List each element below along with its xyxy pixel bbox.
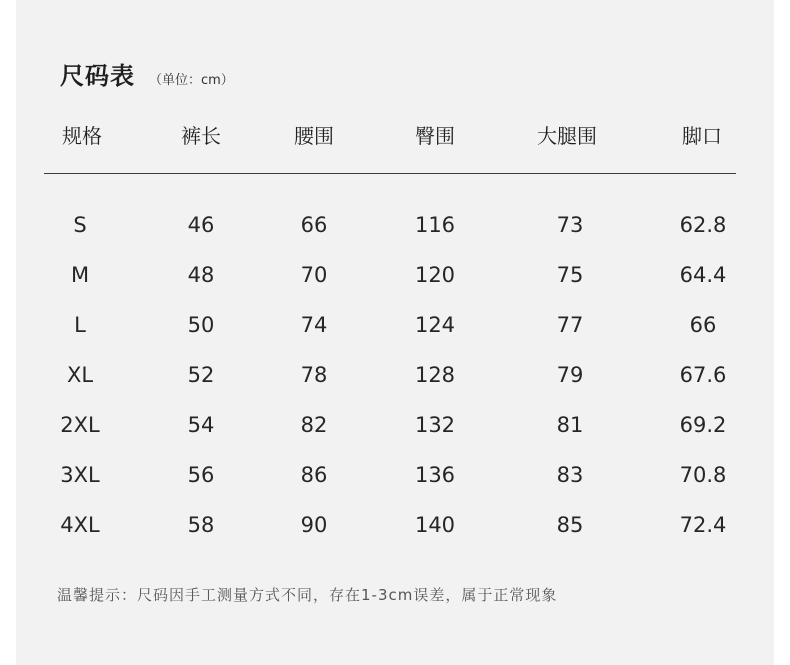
cell-hip: 136 xyxy=(414,463,456,487)
size-table-body xyxy=(44,213,736,563)
cell-leg-opening: 72.4 xyxy=(679,513,727,537)
cell-thigh: 81 xyxy=(556,413,584,437)
cell-size: M xyxy=(70,263,90,287)
cell-waist: 86 xyxy=(300,463,328,487)
unit-note: （单位：cm） xyxy=(149,73,234,88)
cell-thigh: 75 xyxy=(556,263,584,287)
column-header-hip: 臀围 xyxy=(415,124,455,148)
cell-length: 48 xyxy=(187,263,215,287)
cell-length: 50 xyxy=(187,313,215,337)
cell-leg-opening: 67.6 xyxy=(679,363,727,387)
column-header-waist: 腰围 xyxy=(294,124,334,148)
cell-size: 3XL xyxy=(60,463,100,487)
cell-hip: 128 xyxy=(414,363,456,387)
cell-hip: 116 xyxy=(414,213,456,237)
table-row xyxy=(44,363,736,413)
table-row xyxy=(44,413,736,463)
column-header-leg-opening: 脚口 xyxy=(682,124,722,148)
cell-thigh: 73 xyxy=(556,213,584,237)
cell-length: 56 xyxy=(187,463,215,487)
column-header-length: 裤长 xyxy=(181,124,221,148)
page-title: 尺码表 xyxy=(60,62,135,90)
cell-leg-opening: 66 xyxy=(689,313,717,337)
cell-size: XL xyxy=(66,363,94,387)
cell-size: S xyxy=(73,213,87,237)
cell-waist: 82 xyxy=(300,413,328,437)
cell-size: L xyxy=(74,313,86,337)
cell-length: 58 xyxy=(187,513,215,537)
table-row xyxy=(44,263,736,313)
cell-size: 2XL xyxy=(60,413,100,437)
cell-waist: 70 xyxy=(300,263,328,287)
cell-thigh: 79 xyxy=(556,363,584,387)
header-divider xyxy=(44,173,736,174)
column-header-size: 规格 xyxy=(62,124,102,148)
title-row xyxy=(60,56,234,91)
cell-leg-opening: 69.2 xyxy=(679,413,727,437)
cell-thigh: 83 xyxy=(556,463,584,487)
measurement-footnote: 温馨提示：尺码因手工测量方式不同，存在1-3cm误差，属于正常现象 xyxy=(57,586,558,604)
cell-size: 4XL xyxy=(60,513,100,537)
cell-hip: 132 xyxy=(414,413,456,437)
cell-thigh: 85 xyxy=(556,513,584,537)
cell-hip: 140 xyxy=(414,513,456,537)
size-table-header xyxy=(44,120,736,156)
table-row xyxy=(44,463,736,513)
column-header-thigh: 大腿围 xyxy=(537,124,597,148)
cell-length: 52 xyxy=(187,363,215,387)
cell-leg-opening: 64.4 xyxy=(679,263,727,287)
table-row xyxy=(44,513,736,563)
table-row xyxy=(44,213,736,263)
table-header-row xyxy=(44,120,736,156)
cell-waist: 66 xyxy=(300,213,328,237)
cell-waist: 90 xyxy=(300,513,328,537)
cell-thigh: 77 xyxy=(556,313,584,337)
cell-waist: 74 xyxy=(300,313,328,337)
cell-leg-opening: 70.8 xyxy=(679,463,727,487)
cell-hip: 120 xyxy=(414,263,456,287)
cell-length: 46 xyxy=(187,213,215,237)
cell-waist: 78 xyxy=(300,363,328,387)
cell-length: 54 xyxy=(187,413,215,437)
cell-leg-opening: 62.8 xyxy=(679,213,727,237)
table-row xyxy=(44,313,736,363)
cell-hip: 124 xyxy=(414,313,456,337)
